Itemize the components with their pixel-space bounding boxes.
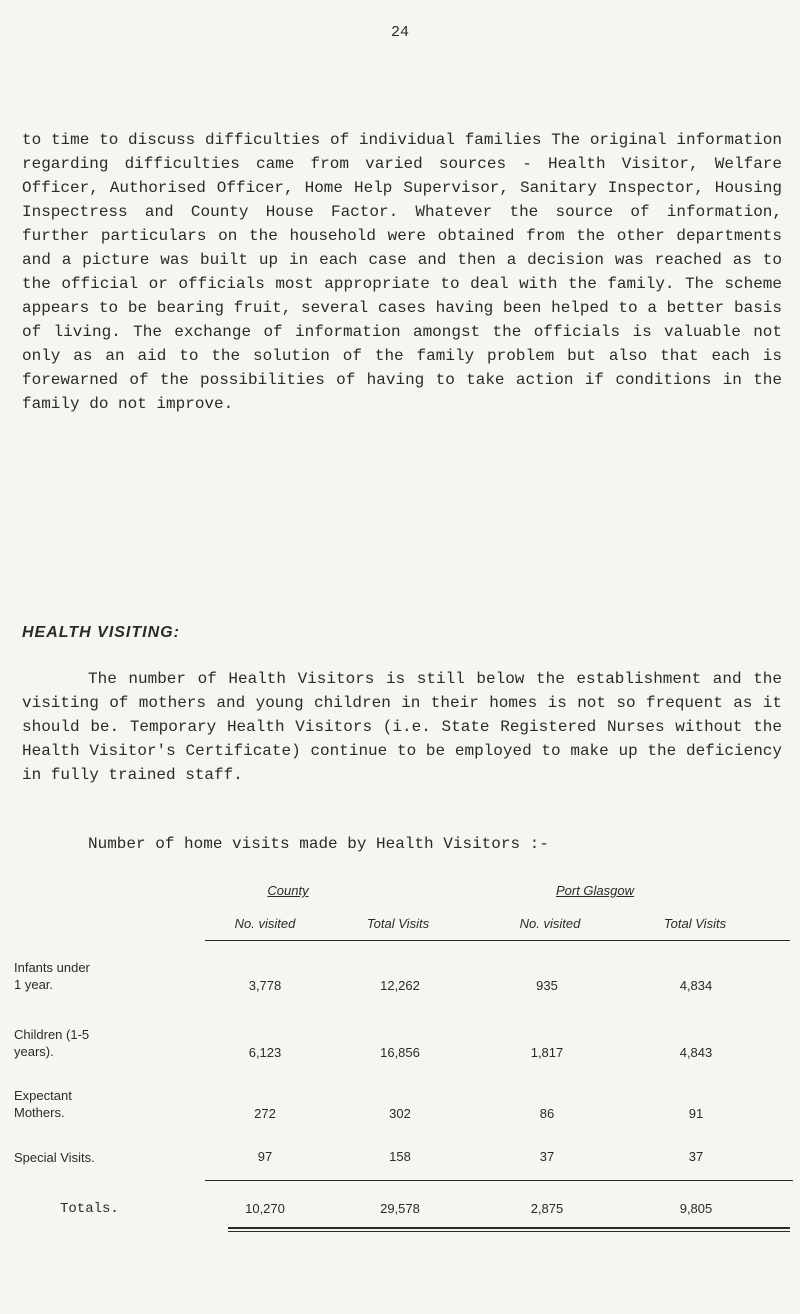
- row-label: Infants under 1 year.: [14, 960, 90, 992]
- cell-county-no-visited: 3,778: [248, 978, 282, 993]
- double-rule-bottom: [228, 1231, 790, 1232]
- cell-county-no-visited: 6,123: [248, 1045, 282, 1060]
- cell-county-total-visits: 12,262: [380, 978, 420, 993]
- row-label: Expectant Mothers.: [14, 1088, 72, 1120]
- total-port-no-visited: 2,875: [530, 1201, 564, 1216]
- col-header-port-no-visited: No. visited: [519, 916, 581, 931]
- page-number: 24: [390, 24, 409, 41]
- group-header-county: County: [267, 883, 309, 898]
- cell-port-no-visited: 1,817: [530, 1045, 564, 1060]
- total-county-no-visited: 10,270: [245, 1201, 285, 1216]
- cell-county-no-visited: 97: [257, 1149, 273, 1164]
- cell-county-total-visits: 16,856: [380, 1045, 420, 1060]
- cell-port-no-visited: 86: [539, 1106, 555, 1121]
- paragraph-family-difficulties: to time to discuss difficulties of individual families The original information regarding difficulties came from varied sources - Health Visitor, Welfare Officer, Authorised Officer, Home Help Supervisor, Sanitary Inspector, Housing Inspectress and County House Factor. Whatever the source of information, further particulars on the household were obtained from the other departments and a picture was built up in each case and then a decision was reached as to the official or officials most appropriate to deal with the family. The scheme appears to be bearing fruit, several cases having been helped to a better basis of living. The exchange of information amongst the officials is valuable not only as an aid to the solution of the family problem but also that each is forewarned of the possibilities of having to take action if conditions in the family do not improve.: [22, 131, 782, 413]
- cell-port-total-visits: 91: [688, 1106, 704, 1121]
- paragraph-health-visitors: The number of Health Visitors is still below the establishment and the visiting of mothers and young children in their homes is not so frequent as it should be. Temporary Health Visitors (i.e. State Registered Nurses without the Health Visitor's Certificate) continue to be employed to make up the deficiency in fully trained staff.: [22, 670, 782, 784]
- cell-county-no-visited: 272: [254, 1106, 276, 1121]
- cell-port-no-visited: 935: [536, 978, 558, 993]
- section-heading-health-visiting: HEALTH VISITING:: [22, 624, 180, 641]
- cell-county-total-visits: 302: [389, 1106, 411, 1121]
- row-label: Children (1-5 years).: [14, 1027, 90, 1059]
- totals-label: Totals.: [60, 1201, 119, 1217]
- cell-county-total-visits: 158: [389, 1149, 411, 1164]
- group-header-port-glasgow: Port Glasgow: [555, 883, 635, 898]
- total-port-total-visits: 9,805: [679, 1201, 713, 1216]
- double-rule-top: [228, 1227, 790, 1229]
- table-intro: Number of home visits made by Health Visitors :-: [88, 835, 549, 853]
- total-county-total-visits: 29,578: [380, 1201, 420, 1216]
- cell-port-total-visits: 37: [688, 1149, 704, 1164]
- totals-rule: [205, 1180, 793, 1181]
- cell-port-total-visits: 4,843: [679, 1045, 713, 1060]
- cell-port-no-visited: 37: [539, 1149, 555, 1164]
- cell-port-total-visits: 4,834: [679, 978, 713, 993]
- row-label: Special Visits.: [14, 1150, 95, 1165]
- col-header-county-no-visited: No. visited: [234, 916, 296, 931]
- header-rule: [205, 940, 790, 941]
- col-header-port-total-visits: Total Visits: [663, 916, 727, 931]
- col-header-county-total-visits: Total Visits: [366, 916, 430, 931]
